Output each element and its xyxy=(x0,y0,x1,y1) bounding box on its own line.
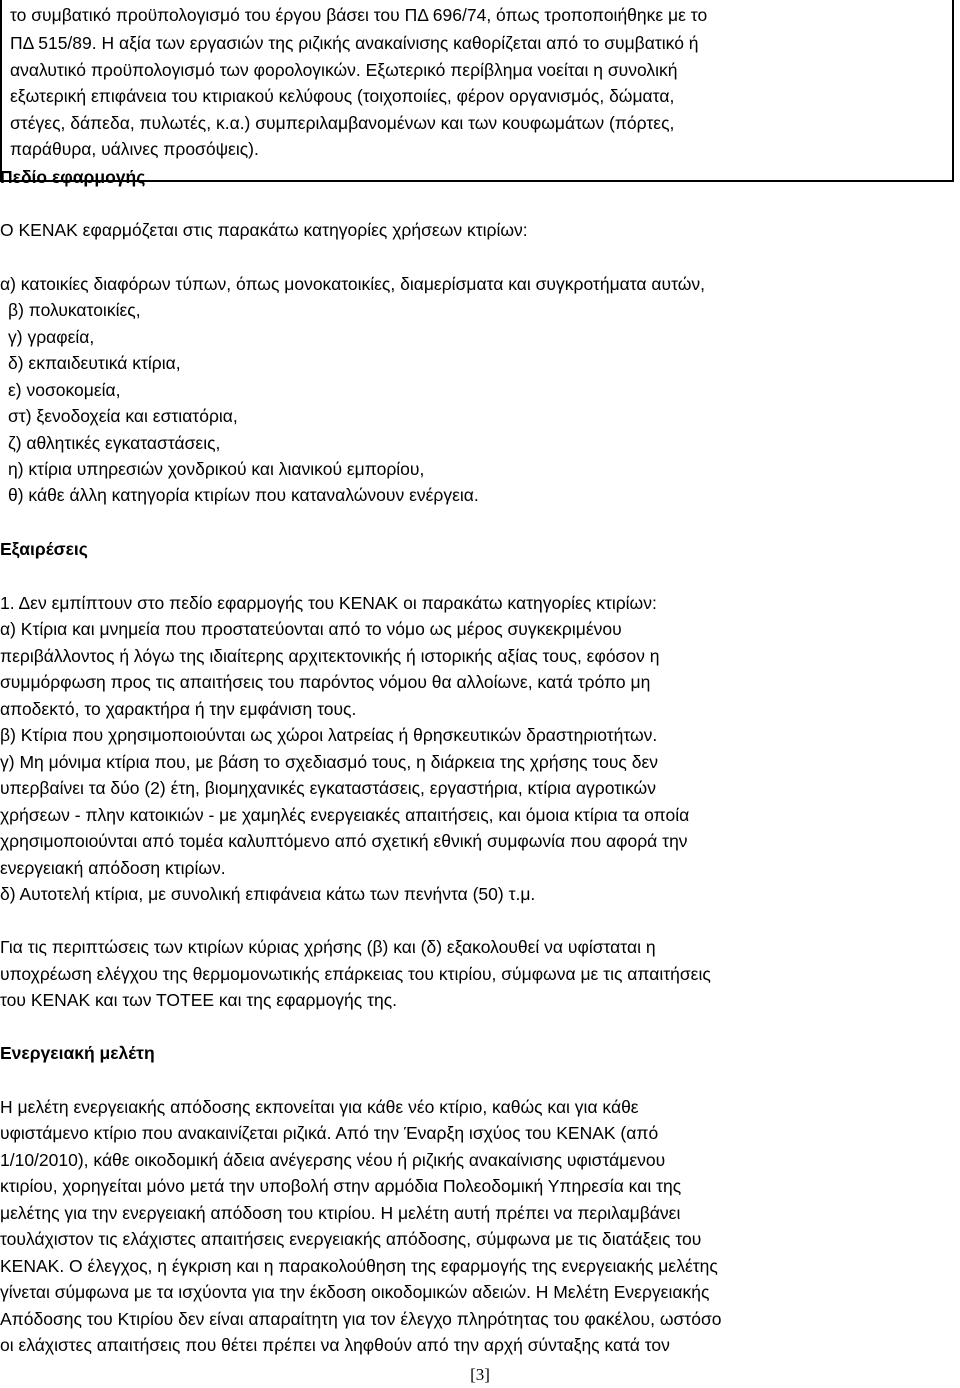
exceptions-line: β) Κτίρια που χρησιμοποιούνται ως χώροι λατρείας ή θρησκευτικών δραστηριοτήτων. xyxy=(0,725,658,745)
study-line: τουλάχιστον τις ελάχιστες απαιτήσεις ενεργειακής απόδοσης, σύμφωνα με τις διατάξεις του xyxy=(0,1229,702,1249)
exceptions-line: συμμόρφωση προς τις απαιτήσεις του παρόντος νόμου θα αλλοίωνε, κατά τρόπο μη xyxy=(0,672,651,692)
exceptions-line: α) Κτίρια και μνημεία που προστατεύονται από το νόμο ως μέρος συγκεκριμένου xyxy=(0,619,622,639)
box-line: αναλυτικό προϋπολογισμό των φορολογικών. Εξωτερικό περίβλημα νοείται η συνολική xyxy=(10,60,678,80)
exceptions-note-line: του ΚΕΝΑΚ και των ΤΟΤΕΕ και της εφαρμογής της. xyxy=(0,990,398,1010)
exceptions-line: χρησιμοποιούνται από τομέα καλυπτόμενο από σχετική εθνική συμφωνία που αφορά την xyxy=(0,831,688,851)
scope-intro: Ο ΚΕΝΑΚ εφαρμόζεται στις παρακάτω κατηγορίες χρήσεων κτιρίων: xyxy=(0,220,528,240)
box-line: το συμβατικό προϋπολογισμό του έργου βάσει του ΠΔ 696/74, όπως τροποποιήθηκε με το xyxy=(10,5,708,25)
study-line: Η μελέτη ενεργειακής απόδοσης εκπονείται για κάθε νέο κτίριο, καθώς και για κάθε xyxy=(0,1097,639,1117)
exceptions-line: 1. Δεν εμπίπτουν στο πεδίο εφαρμογής του ΚΕΝΑΚ οι παρακάτω κατηγορίες κτιρίων: xyxy=(0,593,657,613)
exceptions-note-line: υποχρέωση ελέγχου της θερμομονωτικής επάρκειας του κτιρίου, σύμφωνα με τις απαιτήσεις xyxy=(0,964,711,984)
section-heading-scope: Πεδίο εφαρμογής xyxy=(0,167,146,187)
box-line: ΠΔ 515/89. Η αξία των εργασιών της ριζικής ανακαίνισης καθορίζεται από το συμβατικό ή xyxy=(10,33,699,53)
exceptions-line: γ) Μη μόνιμα κτίρια που, με βάση το σχεδιασμό τους, η διάρκεια της χρήσης τους δεν xyxy=(0,752,658,772)
scope-item: α) κατοικίες διαφόρων τύπων, όπως μονοκατοικίες, διαμερίσματα και συγκροτήματα αυτών, xyxy=(0,274,706,294)
study-line: υφιστάμενο κτίριο που ανακαινίζεται ριζικά. Από την Έναρξη ισχύος του ΚΕΝΑΚ (από xyxy=(0,1123,659,1143)
study-line: γίνεται σύμφωνα με τα ισχύοντα για την έκδοση οικοδομικών αδειών. Η Μελέτη Ενεργειακής xyxy=(0,1282,710,1302)
page-number: [3] xyxy=(470,1365,490,1384)
study-line: ΚΕΝΑΚ. Ο έλεγχος, η έγκριση και η παρακολούθηση της εφαρμογής της ενεργειακής μελέτης xyxy=(0,1256,718,1276)
box-line: εξωτερική επιφάνεια του κτιριακού κελύφους (τοιχοποιίες, φέρον οργανισμός, δώματα, xyxy=(10,86,675,106)
study-line: κτιρίου, χορηγείται μόνο μετά την υποβολή στην αρμόδια Πολεοδομική Υπηρεσία και της xyxy=(0,1176,682,1196)
exceptions-line: ενεργειακή απόδοση κτιρίων. xyxy=(0,858,226,878)
scope-item: δ) εκπαιδευτικά κτίρια, xyxy=(8,353,181,373)
scope-item: β) πολυκατοικίες, xyxy=(8,300,141,320)
section-heading-exceptions: Εξαιρέσεις xyxy=(0,539,88,559)
scope-item: γ) γραφεία, xyxy=(8,327,95,347)
exceptions-line: υπερβαίνει τα δύο (2) έτη, βιομηχανικές εγκαταστάσεις, εργαστήρια, κτίρια αγροτικών xyxy=(0,778,656,798)
section-heading-energy-study: Ενεργειακή μελέτη xyxy=(0,1043,155,1063)
scope-item: η) κτίρια υπηρεσιών χονδρικού και λιανικού εμπορίου, xyxy=(8,459,425,479)
scope-item: στ) ξενοδοχεία και εστιατόρια, xyxy=(8,406,238,426)
box-line: στέγες, δάπεδα, πυλωτές, κ.α.) συμπεριλαμβανομένων και των κουφωμάτων (πόρτες, xyxy=(10,113,675,133)
scope-item: ζ) αθλητικές εγκαταστάσεις, xyxy=(8,433,221,453)
boxed-paragraph xyxy=(0,0,954,182)
scope-item: θ) κάθε άλλη κατηγορία κτιρίων που καταναλώνουν ενέργεια. xyxy=(8,485,479,505)
scope-item: ε) νοσοκομεία, xyxy=(8,380,121,400)
exceptions-line: αποδεκτό, το χαρακτήρα ή την εμφάνιση τους. xyxy=(0,699,357,719)
study-line: μελέτης για την ενεργειακή απόδοση του κτιρίου. Η μελέτη αυτή πρέπει να περιλαμβάνει xyxy=(0,1203,681,1223)
study-line: οι ελάχιστες απαιτήσεις που θέτει πρέπει να ληφθούν από την αρχή σύνταξης κατά τον xyxy=(0,1335,670,1355)
exceptions-line: περιβάλλοντος ή λόγω της ιδιαίτερης αρχιτεκτονικής ή ιστορικής αξίας τους, εφόσον η xyxy=(0,646,660,666)
exceptions-line: δ) Αυτοτελή κτίρια, με συνολική επιφάνεια κάτω των πενήντα (50) τ.μ. xyxy=(0,884,536,904)
study-line: 1/10/2010), κάθε οικοδομική άδεια ανέγερσης νέου ή ριζικής ανακαίνισης υφιστάμενου xyxy=(0,1150,666,1170)
box-line: παράθυρα, υάλινες προσόψεις). xyxy=(10,139,259,159)
exceptions-note-line: Για τις περιπτώσεις των κτιρίων κύριας χρήσης (β) και (δ) εξακολουθεί να υφίσταται η xyxy=(0,937,656,957)
study-line: Απόδοσης του Κτιρίου δεν είναι απαραίτητη για τον έλεγχο πληρότητας του φακέλου, ωστόσο xyxy=(0,1309,722,1329)
exceptions-line: χρήσεων - πλην κατοικιών - με χαμηλές ενεργειακές απαιτήσεις, και όμοια κτίρια τα οποία xyxy=(0,805,690,825)
